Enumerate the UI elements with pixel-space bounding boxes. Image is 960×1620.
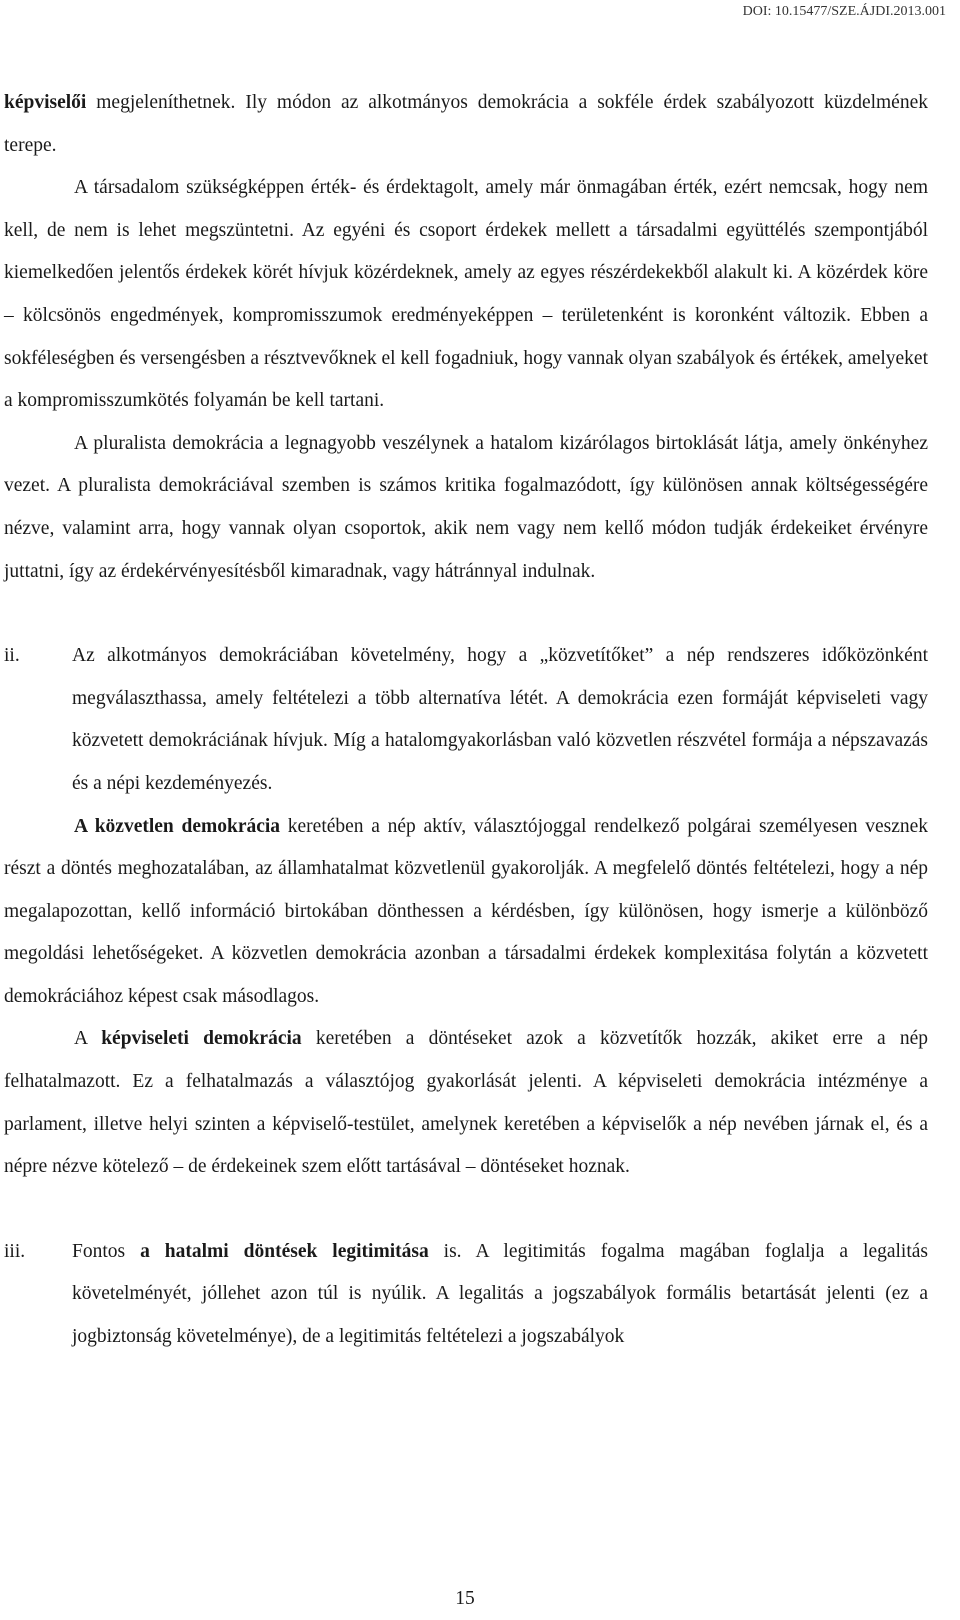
list-item-ii [4,635,928,805]
list-item-iii [4,1231,928,1359]
paragraph-1-bold: képviselői [4,92,87,113]
paragraph-4 [4,806,928,1019]
paragraph-5-pre: A [74,1028,102,1050]
list-item-text [72,1231,928,1359]
paragraph-2: A társadalom szükségképpen érték- és érdektagolt, amely már önmagában érték, ezért nemcsak, hogy nem kell, de nem is lehet megszüntetni. Az egyéni és csoport érdekek mellett a társadalmi együttélés szempontjából kiemelkedően jelentős érdekek körét hívjuk közérdeknek, amely az egyes részérdekekből alakult ki. A közérdek köre – kölcsönös engedmények, kompromisszumok eredményeképpen – területenként is koronként változik. Ebben a sokféleségben és versengésben a résztvevőknek el kell fogadniuk, hogy vannak olyan szabályok és értékek, amelyeket a kompromisszumkötés folyamán be kell tartani. [4,177,928,412]
page-body [4,82,928,1359]
paragraph-4-bold: A közvetlen demokrácia [74,815,281,837]
list-item-pre: Fontos [72,1240,141,1262]
paragraph-3: A pluralista demokrácia a legnagyobb veszélynek a hatalom kizárólagos birtoklását látja, amely önkényhez vezet. A pluralista demokráciával szemben is számos kritika fogalmazódott, így különösen annak költségességére nézve, valamint arra, hogy vannak olyan csoportok, akik nem vagy nem kellő módon tudják érdekeiket érvényre juttatni, így az érdekérvényesítésből kimaradnak, vagy hátránnyal indulnak. [4,432,928,582]
list-item-number: iii. [4,1240,26,1262]
doi-header: DOI: 10.15477/SZE.ÁJDI.2013.001 [742,4,946,19]
list-item-number: ii. [4,645,20,667]
spacer [4,1189,928,1231]
list-item-rest: is. A legitimitás fogalma magában foglalja a legalitás követelményét, jóllehet azon túl is nyúlik. A legalitás a jogszabályok formális betartását jelenti (ez a jogbiztonság követelménye), de a legitimitás feltételezi a jogszabályok [72,1240,929,1348]
list-item-text: Az alkotmányos demokráciában követelmény, hogy a „közvetítőket” a nép rendszeres időközönként megválaszthassa, amely feltételezi a több alternatíva létét. A demokrácia ezen formáját képviseleti vagy közvetett demokráciának hívjuk. Míg a hatalomgyakorlásban való közvetlen részvétel formája a népszavazás és a népi kezdeményezés. [72,645,928,794]
paragraph-1 [4,82,928,167]
paragraph-4-text: keretében a nép aktív, választójoggal rendelkező polgárai személyesen vesznek részt a döntés meghozatalában, az államhatalmat közvetlenül gyakorolják. A megfelelő döntés feltételezi, hogy a nép megalapozottan, kellő információ birtokában dönthessen a kérdésben, így különösen, hogy ismerje a különböző megoldási lehetőségeket. A közvetlen demokrácia azonban a társadalmi érdekek komplexitása folytán a közvetett demokráciához képest csak másodlagos. [4,815,928,1007]
page-number: 15 [455,1588,475,1609]
paragraph-5-text: keretében a döntéseket azok a közvetítők hozzák, akiket erre a nép felhatalmazott. Ez a felhatalmazás a választójog gyakorlását jelenti. A képviseleti demokrácia intézménye a parlament, illetve helyi szinten a képviselő-testület, amelynek keretében a képviselők a nép nevében járnak el, és a népre nézve kötelező – de érdekeinek szem előtt tartásával – döntéseket hoznak. [4,1028,928,1178]
spacer [4,593,928,635]
list-item-bold: a hatalmi döntések legitimitása [140,1240,429,1262]
paragraph-1-text: megjeleníthetnek. Ily módon az alkotmányos demokrácia a sokféle érdek szabályozott küzdelmének terepe. [4,92,928,156]
paragraph-5-bold: képviseleti demokrácia [101,1028,302,1050]
paragraph-5 [4,1018,928,1188]
